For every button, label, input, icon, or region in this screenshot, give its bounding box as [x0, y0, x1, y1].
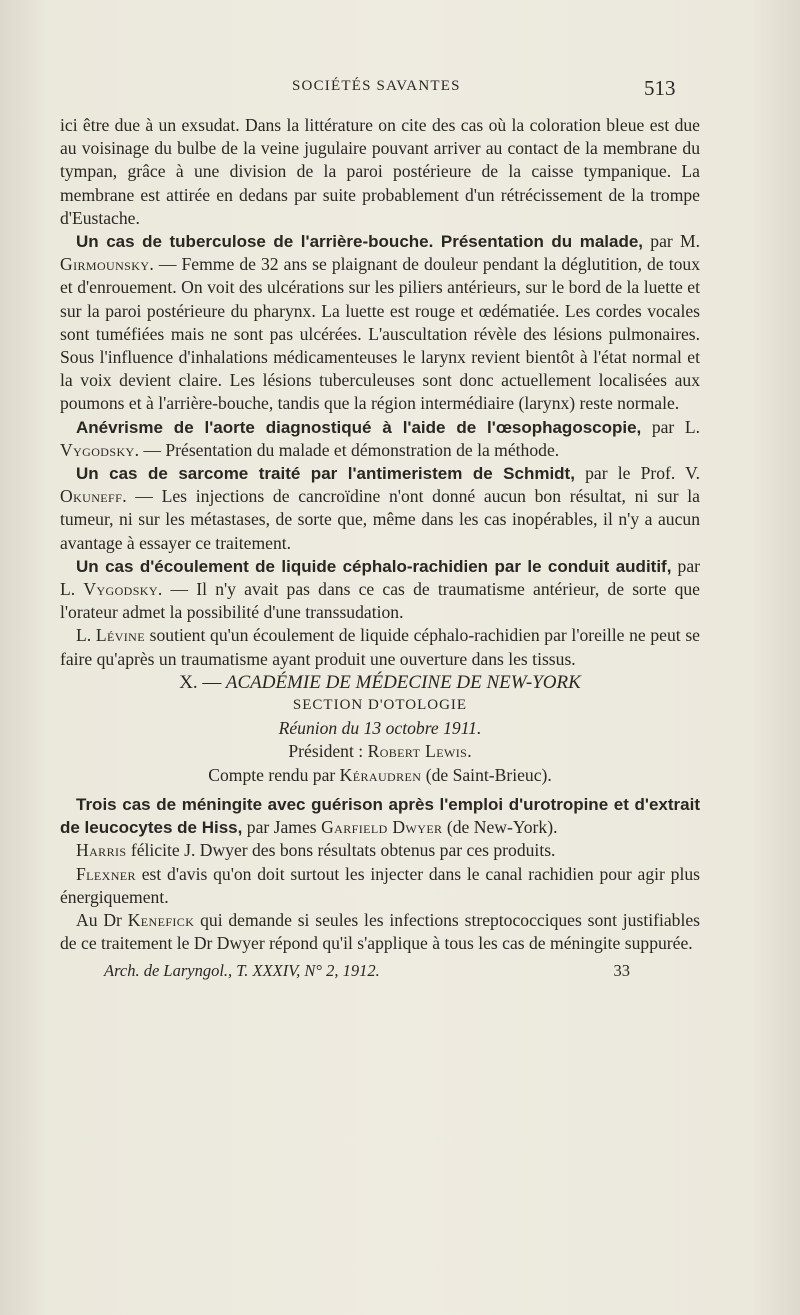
- report-author: Girmounsky: [60, 254, 150, 275]
- discussion-text: soutient qu'un écoulement de liquide céphalo-rachidien par l'oreille ne peut se faire qu'après un traumatisme ayant produit une ouverture dans les tissus.: [60, 625, 700, 669]
- speaker-name: Kenefick: [127, 909, 195, 930]
- speaker-initial: L.: [76, 625, 92, 646]
- section-title: ACADÉMIE DE MÉDECINE DE NEW-YORK: [225, 671, 581, 693]
- report-ecoulement: [60, 555, 700, 625]
- report-text: . — Il n'y avait pas dans ce cas de traumatisme antérieur, de sorte que l'orateur admet la possibilité d'une transsudation.: [60, 579, 700, 623]
- page-header: [0, 76, 800, 100]
- report-title: Anévrisme de l'aorte diagnostiqué à l'aide de l'œsophagoscopie,: [76, 417, 642, 437]
- report-text: . — Présentation du malade et démonstration de la méthode.: [134, 439, 560, 460]
- report-sarcome: [60, 462, 700, 555]
- sheet-number: 33: [613, 961, 630, 981]
- report-title: Un cas de sarcome traité par l'antimeristem de Schmidt,: [76, 464, 575, 484]
- speaker-name: Flexner: [76, 863, 136, 884]
- report-credit-author: Kéraudren: [339, 764, 422, 785]
- subsection-heading: SECTION D'OTOLOGIE: [292, 697, 468, 714]
- report-title: Un cas de tuberculose de l'arrière-bouche. Présentation du malade,: [76, 232, 644, 252]
- report-place: (de Saint-Brieuc).: [425, 764, 552, 785]
- paragraph-continuation: ici être due à un exsudat. Dans la littérature on cite des cas où la coloration bleue est due au voisinage du bulbe de la veine jugulaire pouvant arriver au contact de la membrane du tympan, grâce à une division de la paroi postérieure de la caisse tympanique. La membrane est attirée en dedans par suite probablement d'un rétrécissement de la trompe d'Eustache.: [60, 115, 700, 228]
- report-by: par M.: [650, 231, 700, 252]
- page-footer: [60, 959, 700, 982]
- report-tuberculose: [60, 230, 700, 416]
- report-author: Vygodsky: [83, 579, 158, 600]
- report-author: Okuneff: [60, 486, 123, 507]
- speaker-prefix: Au Dr: [76, 909, 122, 930]
- report-by: par L.: [60, 555, 700, 600]
- discussion-kenefick: [60, 909, 700, 955]
- president-line: Président : Robert Lewis.: [288, 741, 472, 762]
- journal-citation: Arch. de Laryngol., T. XXXIV, N° 2, 1912.: [104, 961, 380, 981]
- report-text: (de New-York).: [446, 817, 558, 838]
- report-title: Un cas d'écoulement de liquide céphalo-rachidien par le conduit auditif,: [76, 556, 672, 576]
- report-by: par James: [246, 817, 317, 838]
- report-by: par le Prof. V.: [585, 463, 700, 484]
- discussion-text: qui demande si seules les infections streptococciques sont justifiables de ce traitement le Dr Dwyer répond qu'il s'applique à tous les cas de méningite suppurée.: [60, 909, 700, 954]
- discussion-levine: [60, 624, 700, 670]
- report-meningite: [60, 793, 700, 839]
- discussion-flexner: [60, 863, 700, 909]
- report-label: Compte rendu par: [208, 764, 336, 785]
- report-anevrisme: [60, 416, 700, 462]
- report-title: Trois cas de méningite avec guérison après l'emploi d'urotropine et d'extrait de leucocytes de Hiss,: [60, 794, 700, 838]
- report-author: Garfield Dwyer: [321, 817, 443, 838]
- running-title: SOCIÉTÉS SAVANTES: [292, 78, 461, 94]
- section-number: X. —: [179, 671, 222, 693]
- speaker-name: Harris: [76, 840, 127, 861]
- report-by: par L.: [651, 416, 700, 437]
- report-author: Vygodsky: [60, 439, 135, 460]
- discussion-harris: [60, 839, 700, 862]
- president-name: Robert Lewis: [367, 741, 468, 762]
- meeting-date: Réunion du 13 octobre 1911.: [278, 718, 482, 739]
- report-credit: [60, 764, 700, 787]
- report-text: . — Femme de 32 ans se plaignant de douleur pendant la déglutition, de toux et d'enrouement. On voit des ulcérations sur les piliers antérieurs, sur le bord de la luette et sur la paroi postérieure du pharynx. La luette est rouge et œdématiée. Les cordes vocales sont tuméfiées mais ne sont pas ulcérées. L'auscultation révèle des lésions pulmonaires. Sous l'influence d'inhalations médicamenteuses le larynx revient bientôt à l'état normal et la voix devient claire. Les lésions tuberculeuses sont donc actuellement localisées aux poumons et à l'arrière-bouche, tandis que la région intermédiaire (larynx) reste normale.: [60, 254, 700, 414]
- discussion-text: est d'avis qu'on doit surtout les injecter dans le canal rachidien pour agir plus énergiquement.: [60, 863, 700, 907]
- page-number: 513: [644, 76, 676, 100]
- report-text: . — Les injections de cancroïdine n'ont donné aucun bon résultat, ni sur la tumeur, ni sur les métastases, de sorte que, même dans les cas inopérables, il n'y a aucun avantage à essayer ce traitement.: [60, 486, 700, 553]
- discussion-text: félicite J. Dwyer des bons résultats obtenus par ces produits.: [130, 840, 556, 861]
- page-body: [60, 114, 700, 983]
- speaker-name: Lévine: [95, 625, 145, 646]
- president-label: Président :: [288, 741, 364, 762]
- section-heading: [60, 671, 700, 694]
